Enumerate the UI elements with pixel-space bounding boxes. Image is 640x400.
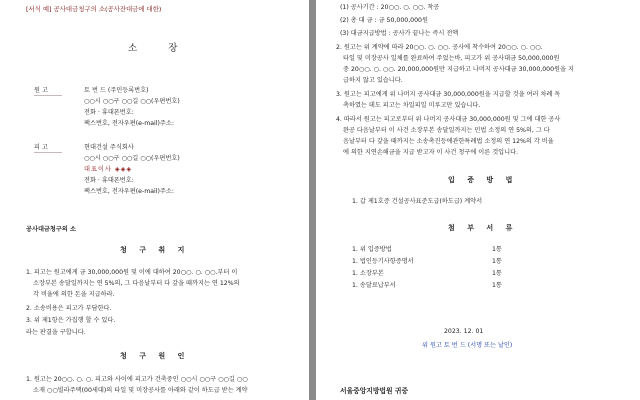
case-name: 공사대금청구의 소	[26, 226, 76, 233]
claim-line: 1. 피고는 원고에게 금 30,000,000원 및 이에 대하여 20○○. ○. ○○.부터 이	[26, 269, 238, 276]
claim-line: 각 비율에 의한 돈을 지급하라.	[33, 291, 115, 298]
attachment-name: 1. 위 입증방법	[352, 246, 392, 253]
contract-line: (1) 공사기간 : 20○○. ○. ○○. 착공	[340, 4, 440, 11]
attachment-count: 1통	[492, 282, 502, 289]
evidence-item: 1. 갑 제1호증 건설공사표준도급(하도급) 계약서	[352, 198, 483, 205]
paragraph-line: 촉하였는 데도 피고는 차일피일 미루고만 있습니다.	[343, 102, 481, 109]
evidence-title: 입 증 방 법	[448, 176, 518, 184]
defendant-label: 피 고	[34, 144, 62, 153]
claim-title: 청 구 취 지	[120, 246, 190, 254]
claim-line: 소장부본 송달일까지는 연 5%의, 그 다음날부터 다 갚을 때까지는 연 12%의	[33, 280, 240, 287]
attachment-name: 1. 송달료납부서	[352, 282, 396, 289]
contract-line: (2) 총 대 금 : 금 50,000,000원	[340, 17, 428, 24]
paragraph-line: 에 의한 지연손해금을 지급 받고자 이 사건 청구에 이른 것입니다.	[343, 149, 519, 156]
attachment-count: 1통	[492, 246, 502, 253]
plaintiff-fax: 팩스번호, 전자우편(e-mail)주소:	[84, 120, 174, 127]
contract-line: (3) 대금지급방법 : 공사가 끝나는 즉시 전액	[340, 30, 459, 37]
paragraph-line: 4. 따라서 원고는 피고로부터 위 나머지 공사대금 30,000,000원 및 그에 대한 공사	[336, 116, 561, 123]
paragraph-line: 완공 다음날부터 이 사건 소장부본 송달일까지는 민법 소정의 연 5%의, 그 다	[343, 127, 550, 134]
defendant-representative: 대표이사 ◈◈◈	[84, 166, 133, 173]
claim-line: 3. 위 제1항은 가집행 할 수 있다.	[26, 317, 116, 324]
paragraph-line: 음날부터 다 갚을 때까지는 소송촉진등에관한특례법 소정의 연 12%의 각 비율	[343, 138, 554, 145]
filing-date: 2023. 12. 01	[444, 328, 484, 335]
defendant-phone: 전화 · 휴대폰번호:	[84, 177, 134, 184]
court-name: 서울중앙지방법원 귀중	[340, 387, 409, 395]
cause-line: 소재 ○○빌라주택(00세대)의 타일 및 미장공사를 아래와 같이 하도급 받는 계약	[33, 387, 248, 394]
claim-line: 라는 판결을 구합니다.	[26, 329, 86, 336]
cause-line: 1. 원고는 20○○. ○. ○. 피고와 사이에 피고가 건축중인 ○○시 ○○구 ○○길 ○○	[26, 376, 248, 383]
right-page	[316, 0, 640, 400]
document-title: 소 장	[128, 43, 192, 54]
signer-line: 위 원고 토 번 드 (서명 또는 날인)	[422, 342, 513, 349]
form-header: [서식 예] 공사대금청구의 소(공사잔대금에 대한)	[26, 5, 162, 13]
plaintiff-label: 원 고	[34, 87, 62, 96]
defendant-fax: 팩스번호, 전자우편(e-mail)주소:	[84, 188, 174, 195]
attachment-count: 1통	[492, 270, 502, 277]
paragraph-line: 3. 원고는 피고에게 위 나머지 공사대금 30,000,000원을 지급할 것을 여러 차례 독	[336, 91, 561, 98]
plaintiff-name: 토 번 드 (주민등록번호)	[84, 87, 149, 94]
attachments-title: 첨 부 서 류	[448, 224, 518, 232]
paragraph-line: 2. 원고는 위 계약에 따라 20○○. ○. ○○. 공사에 착수하여 20○○. ○. ○○.	[336, 44, 543, 51]
attachment-name: 1. 법인등기사항증명서	[352, 258, 414, 265]
plaintiff-address: ○○시 ○○구 ○○길 ○○(우편번호)	[84, 98, 180, 105]
plaintiff-phone: 전화 · 휴대폰번호:	[84, 109, 134, 116]
attachment-count: 1통	[492, 258, 502, 265]
paragraph-line: 급하지 않고 있습니다.	[343, 77, 403, 84]
cause-title: 청 구 원 인	[120, 352, 190, 360]
paragraph-line: 타일 및 미장공사 일체를 완료하여 주었는바, 피고가 위 공사대금 50,000,000원	[343, 55, 560, 62]
defendant-name: 현대건설 주식회사	[84, 144, 134, 151]
attachment-name: 1. 소장부본	[352, 270, 384, 277]
claim-line: 2. 소송비용은 피고가 부담한다.	[26, 305, 112, 312]
defendant-address: ○○시 ○○구 ○○길 ○○(우편번호)	[84, 155, 180, 162]
left-page	[0, 0, 309, 400]
paragraph-line: 중 20○○. ○. ○○. 20,000,000원만 지급하고 나머지 공사대금 30,000,000원을 지	[343, 66, 574, 73]
